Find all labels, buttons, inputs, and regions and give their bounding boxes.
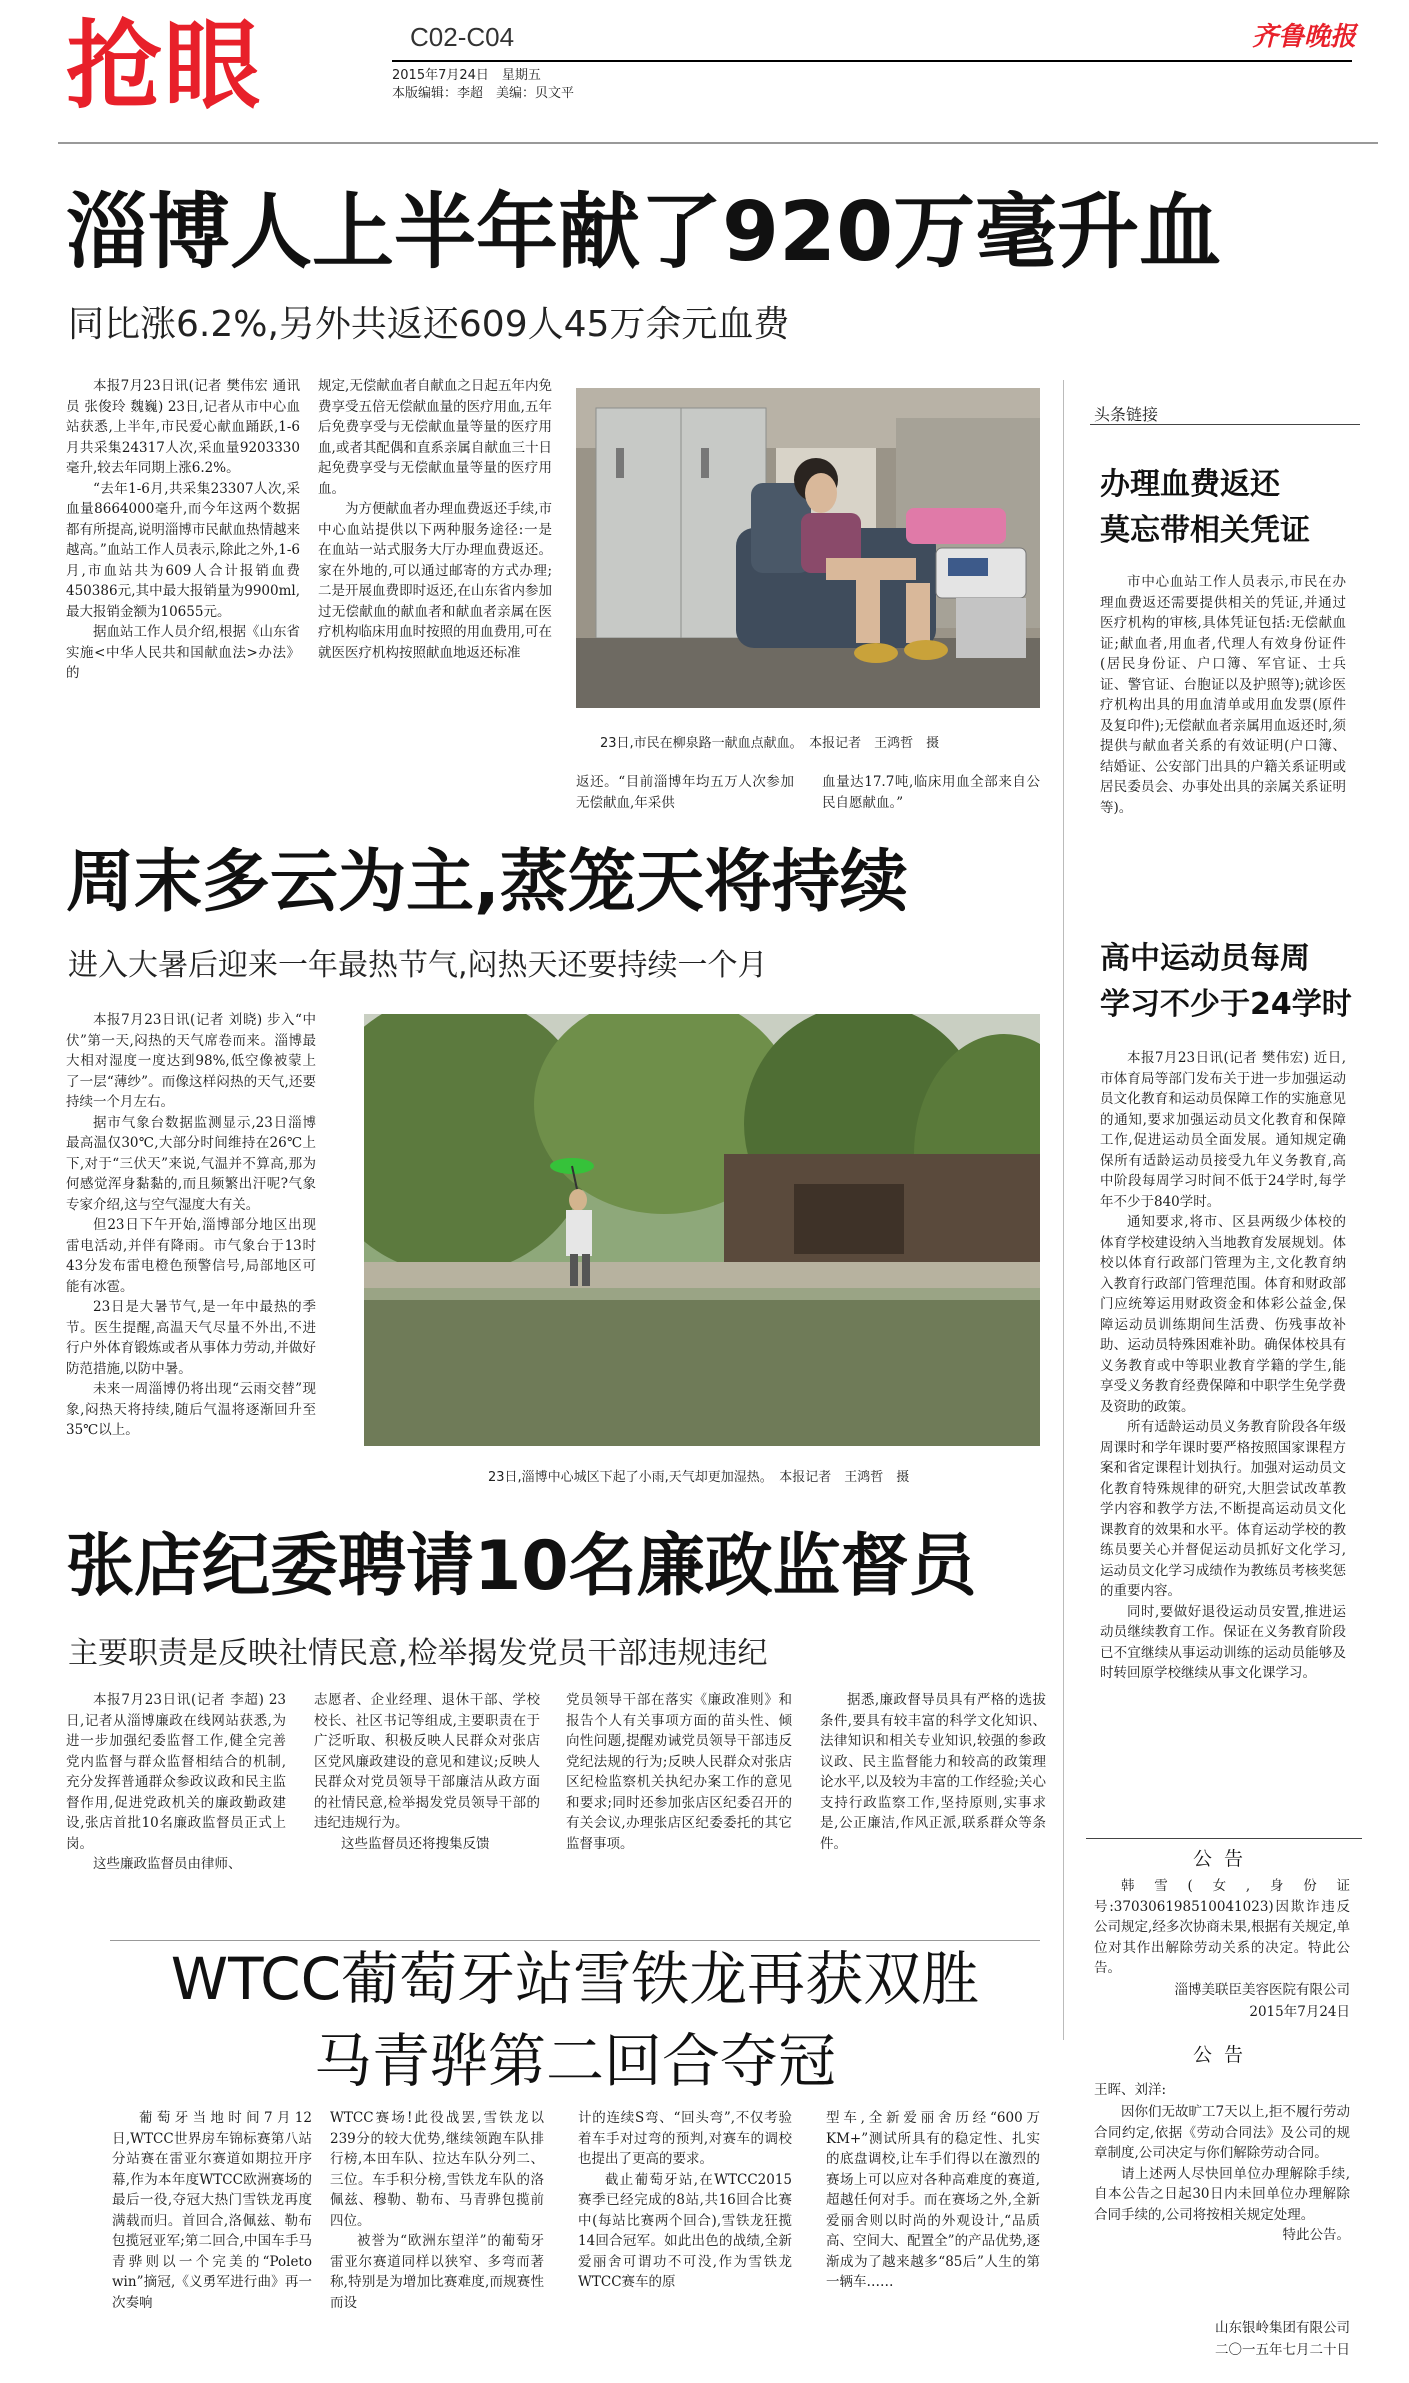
sidebar-divider (1063, 380, 1064, 2040)
section-logo: 抢眼 (66, 10, 262, 122)
sidebar-story2-title: 高中运动员每周 学习不少于24学时 (1100, 941, 1352, 1022)
article1-title: 淄博人上半年献了920万毫升血 (66, 185, 1222, 280)
article4-title-line1: WTCC葡萄牙站雪铁龙再获双胜 (170, 1945, 980, 2013)
notice2-body: 因你们无故旷工7天以上,拒不履行劳动合同约定,依据《劳动合同法》及公司的规章制度,公司决定与你们解除劳动合同。 请上述两人尽快回单位办理解除手续,自本公告之日起30日内未回单位办理解除合同手续的,公司将按相关规定处理。 特此公告。 (1094, 2104, 1350, 2243)
rainy-park-photo (364, 1014, 1040, 1446)
notice1-date: 2015年7月24日 (1249, 2004, 1350, 2020)
article1-column-2: 规定,无偿献血者自献血之日起五年内免费享受五倍无偿献血量的医疗用血,五年后免费享受与无偿献血量等量的医疗用血,或者其配偶和直系亲属自献血三十日起免费享受与无偿献血量等量的医疗用血。 为方便献血者办理血费返还手续,市中心血站提供以下两种服务途径:一是在血站一站式服务大厅办理血费返还。家在外地的,可以通过邮寄的方式办理;二是开展血费即时返还,在山东省内参加过无偿献血的献血者和献血者亲属在医疗机构临床用血时按照的用血费用,可在就医医疗机构按照献血地返还标准 (318, 378, 552, 661)
article4-column-4: 型车,全新爱丽舍历经“600万KM+”测试所具有的稳定性、扎实的底盘调校,让车手们得以在激烈的赛场上可以应对各种高难度的赛道,超越任何对手。而在赛场之外,全新爱丽舍则以时尚的外观设计,“品质高、空间大、配置全”的产品优势,逐渐成为了越来越多“85后”人生的第一辆车…… (826, 2110, 1040, 2290)
article1-column-4: 血量达17.7吨,临床用血全部来自公民自愿献血。” (822, 774, 1040, 811)
sidebar-story1-title: 办理血费返还 莫忘带相关凭证 (1100, 467, 1310, 548)
notice1-body: 韩雪(女,身份证号:370306198510041023)因欺诈违反公司规定,经多次协商未果,根据有关规定,单位对其作出解除劳动关系的决定。特此公告。 (1094, 1878, 1350, 1976)
masthead-rule (392, 60, 1352, 62)
article2-title: 周末多云为主,蒸笼天将持续 (66, 843, 908, 922)
issue-date: 2015年7月24日 星期五 (392, 68, 541, 83)
notice2-signer: 山东银岭集团有限公司 (1215, 2320, 1350, 2336)
top-divider (58, 142, 1378, 144)
article3-column-2: 志愿者、企业经理、退休干部、学校校长、社区书记等组成,主要职责在于广泛听取、积极反映人民群众对张店区党风廉政建设的意见和建议;反映人民群众对党员领导干部廉洁从政方面的社情民意,检举揭发党员领导干部的违纪违规行为。 这些监督员还将搜集反馈 (314, 1692, 540, 1852)
article1-column-3: 返还。“目前淄博年均五万人次参加无偿献血,年采供 (576, 774, 794, 811)
article1-photo-caption: 23日,市民在柳泉路一献血点献血。 本报记者 王鸿哲 摄 (600, 736, 940, 751)
article4-top-rule (110, 1940, 1040, 1941)
notice2-date: 二〇一五年七月二十日 (1215, 2342, 1350, 2358)
notice2-addressee: 王晖、刘洋: (1094, 2082, 1167, 2098)
sidebar-label: 头条链接 (1094, 405, 1159, 424)
article3-title: 张店纪委聘请10名廉政监督员 (66, 1527, 977, 1606)
article3-subtitle: 主要职责是反映社情民意,检举揭发党员干部违规违纪 (68, 1636, 768, 1671)
article4-column-3: 计的连续S弯、“回头弯”,不仅考验着车手对过弯的预判,对赛车的调校也提出了更高的要求。 截止葡萄牙站,在WTCC2015赛季已经完成的8站,共16回合比赛中(每站比赛两个回合),雪铁龙狂揽14回合冠军。如此出色的战绩,全新爱丽舍可谓功不可没,作为雪铁龙WTCC赛车的原 (578, 2110, 792, 2290)
blood-donation-photo (576, 388, 1040, 708)
article1-column-1: 本报7月23日讯(记者 樊伟宏 通讯员 张俊玲 魏巍) 23日,记者从市中心血站获悉,上半年,市民爱心献血踊跃,1-6月共采集24317人次,采血量9203330毫升,较去年同期上涨6.2%。 “去年1-6月,共采集23307人次,采血量8664000毫升,而今年这两个数据都有所提高,说明淄博市民献血热情越来越高。”血站工作人员表示,除此之外,1-6月,市血站共为609人合计报销血费450386元,其中最大报销量为9900ml,最大报销金额为10655元。 据血站工作人员介绍,根据《山东省实施<中华人民共和国献血法>办法》的 (66, 378, 300, 681)
notice1-title: 公告 (1192, 1848, 1255, 1870)
article2-photo-caption: 23日,淄博中心城区下起了小雨,天气却更加湿热。 本报记者 王鸿哲 摄 (488, 1470, 910, 1485)
page-range: C02-C04 (410, 22, 515, 52)
notice1-signer: 淄博美联臣美容医院有限公司 (1174, 1982, 1350, 1998)
article2-body: 本报7月23日讯(记者 刘晓) 步入“中伏”第一天,闷热的天气席卷而来。淄博最大相对湿度一度达到98%,低空像被蒙上了一层“薄纱”。而像这样闷热的天气,还要持续一个月左右。 据市气象台数据监测显示,23日淄博最高温仅30℃,大部分时间维持在26℃上下,对于“三伏天”来说,气温并不算高,那为何感觉浑身黏黏的,而且频繁出汗呢?气象专家介绍,这与空气湿度大有关。 但23日下午开始,淄博部分地区出现雷电活动,并伴有降雨。市气象台于13时43分发布雷电橙色预警信号,局部地区可能有冰雹。 23日是大暑节气,是一年中最热的季节。医生提醒,高温天气尽量不外出,不进行户外体育锻炼或者从事体力劳动,并做好防范措施,以防中暑。 未来一周淄博仍将出现“云雨交替”现象,闷热天将持续,随后气温将逐渐回升至35℃以上。 (66, 1012, 316, 1438)
article3-column-4: 据悉,廉政督导员具有严格的选拔条件,要具有较丰富的科学文化知识、法律知识和相关专业知识,较强的参政议政、民主监督能力和较高的政策理论水平,以及较为丰富的工作经验;关心支持行政监察工作,坚持原则,实事求是,公正廉洁,作风正派,联系群众等条件。 (820, 1692, 1046, 1852)
sidebar-story2-body: 本报7月23日讯(记者 樊伟宏) 近日,市体育局等部门发布关于进一步加强运动员文化教育和运动员保障工作的实施意见的通知,要求加强运动员文化教育和保障工作,促进运动员全面发展。通知规定确保所有适龄运动员接受九年义务教育,高中阶段每周学习时间不低于24学时,每学年不少于840学时。 通知要求,将市、区县两级少体校的体育学校建设纳入当地教育发展规划。体校以体育行政部门管理为主,文化教育纳入教育行政部门管理范围。体育和财政部门应统筹运用财政资金和体彩公益金,保障运动员训练期间生活费、伤残事故补助、运动员特殊困难补助。确保体校具有义务教育或中等职业教育学籍的学生,能享受义务教育经费保障和中职学生免学费及资助的政策。 所有适龄运动员义务教育阶段各年级周课时和学年课时要严格按照国家课程方案和省定课程计划执行。加强对运动员文化教育特殊规律的研究,大胆尝试改革教学内容和教学方法,不断提高运动员文化课教育的效果和水平。体育运动学校的教练员要关心并督促运动员抓好文化学习,运动员文化学习成绩作为教练员考核奖惩的重要内容。 同时,要做好退役运动员安置,推进运动员继续教育工作。保证在义务教育阶段已不宜继续从事运动训练的运动员能够及时转回原学校继续从事文化课学习。 (1100, 1050, 1346, 1681)
article2-subtitle: 进入大暑后迎来一年最热节气,闷热天还要持续一个月 (68, 948, 768, 983)
notice1-rule (1086, 1838, 1362, 1839)
article4-title-line2: 马青骅第二回合夺冠 (313, 2027, 836, 2095)
article4-column-2: WTCC赛场!此役战罢,雪铁龙以239分的较大优势,继续领跑车队排行榜,本田车队、拉达车队分列二、三位。车手积分榜,雪铁龙车队的洛佩兹、穆勒、勒布、马青骅包揽前四位。 被誉为“欧洲东望洋”的葡萄牙雷亚尔赛道同样以狭窄、多弯而著称,特别是为增加比赛难度,而规赛性而设 (330, 2110, 544, 2311)
article3-column-1: 本报7月23日讯(记者 李超) 23日,记者从淄博廉政在线网站获悉,为进一步加强纪委监督工作,健全完善党内监督与群众监督相结合的机制,充分发挥普通群众参政议政和民主监督作用,促进党政机关的廉政勤政建设,张店首批10名廉政监督员正式上岗。 这些廉政监督员由律师、 (66, 1692, 286, 1872)
newspaper-logo: 齐鲁晚报 (1252, 22, 1357, 52)
editor-credit: 本版编辑：李超 美编：贝文平 (392, 86, 575, 101)
article3-column-3: 党员领导干部在落实《廉政准则》和报告个人有关事项方面的苗头性、倾向性问题,提醒劝诫党员领导干部违反党纪法规的行为;反映人民群众对张店区纪检监察机关执纪办案工作的意见和要求;同时还参加张店区纪委召开的有关会议,办理张店区纪委委托的其它监督事项。 (566, 1692, 792, 1852)
article4-column-1: 葡萄牙当地时间7月12日,WTCC世界房车锦标赛第八站分站赛在雷亚尔赛道如期拉开序幕,作为本年度WTCC欧洲赛场的最后一役,夺冠大热门雪铁龙再度满载而归。首回合,洛佩兹、勒布包揽冠亚军;第二回合,中国车手马青骅则以一个完美的“Poleto win”摘冠,《义勇军进行曲》再一次奏响 (112, 2110, 312, 2311)
sidebar-story1-body: 市中心血站工作人员表示,市民在办理血费返还需要提供相关的凭证,并通过医疗机构的审核,具体凭证包括:无偿献血证;献血者,用血者,代理人有效身份证件(居民身份证、户口簿、军官证、士兵证、警官证、台胞证以及护照等);就诊医疗机构出具的用血清单或用血发票(原件及复印件);无偿献血者亲属用血返还时,须提供与献血者关系的有效证明(户口簿、结婚证、公安部门出具的户籍关系证明或居民委员会、办事处出具的亲属关系证明等)。 (1100, 574, 1346, 816)
article1-subtitle: 同比涨6.2%,另外共返还609人45万余元血费 (68, 304, 790, 345)
notice2-title: 公告 (1192, 2044, 1255, 2066)
